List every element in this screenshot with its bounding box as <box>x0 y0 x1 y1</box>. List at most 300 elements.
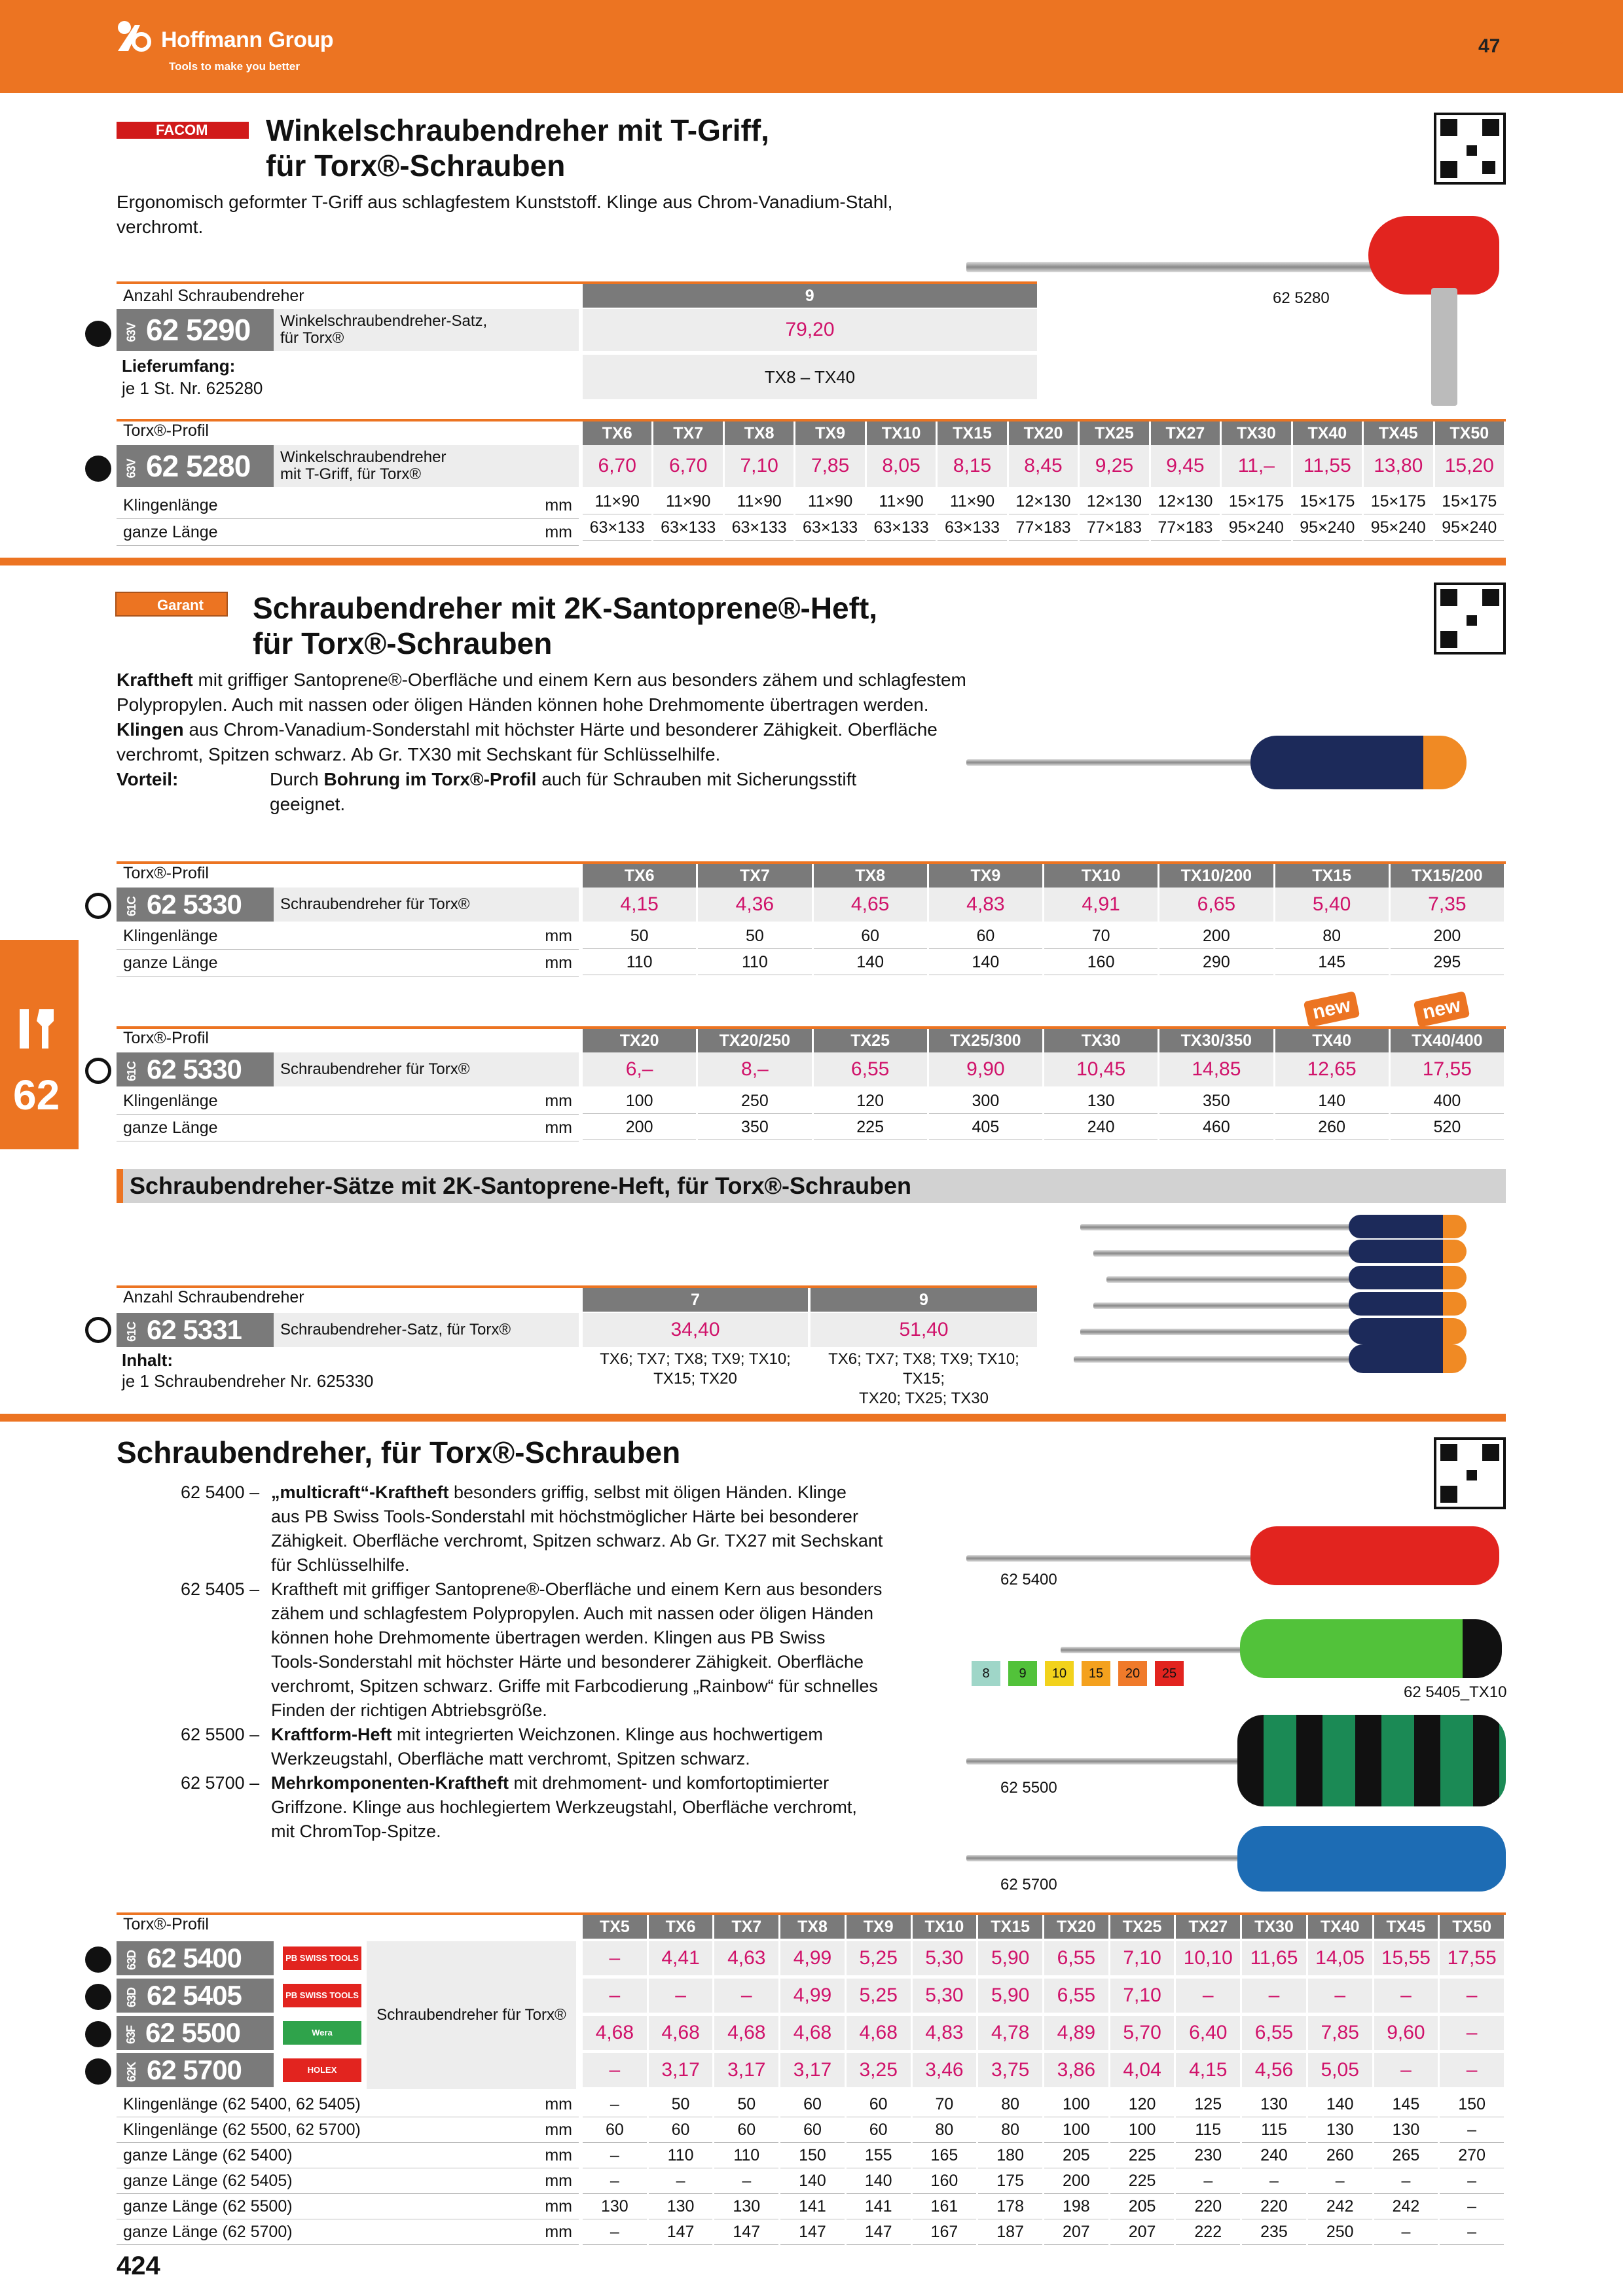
size-header: TX20 <box>1009 422 1078 445</box>
desc-line: mit ChromTop-Spitze. <box>271 1821 441 1841</box>
product-desc-art: 62 5400 – <box>181 1482 260 1502</box>
dim-value: 50 <box>649 2092 713 2117</box>
chapter-number: 62 <box>13 1071 60 1119</box>
dims-label: Klingenlänge (62 5400, 62 5405) <box>123 2095 361 2113</box>
article-number-text: 62 5405 <box>147 1980 242 2011</box>
page-number: 47 <box>1478 35 1501 57</box>
footer-page-number: 424 <box>117 2251 160 2280</box>
blade-length: 11×90 <box>725 488 793 514</box>
price: – <box>1308 1979 1372 2013</box>
desc-text: Kraftheft mit griffiger Santoprene®-Oberfläche und einem Kern aus besonders <box>271 1579 883 1599</box>
price: 8,– <box>698 1052 811 1086</box>
dim-value: – <box>1242 2168 1306 2194</box>
desc-line: aus PB Swiss Tools-Sonderstahl mit höchstmöglicher Härte bei besonderer <box>271 1507 858 1526</box>
total-length: 77×183 <box>1009 514 1078 541</box>
size-header: TX7 <box>653 422 722 445</box>
dims-label: ganze Länge (62 5400) <box>123 2146 293 2164</box>
section-divider <box>0 558 1506 565</box>
product-desc-art: 62 5500 – <box>181 1725 260 1744</box>
dim-value: – <box>1308 2168 1372 2194</box>
table-header-label: Anzahl Schraubendreher <box>117 283 581 308</box>
price: 9,60 <box>1374 2016 1438 2050</box>
dim-value: 155 <box>847 2143 911 2168</box>
catalog-code: 63F <box>124 2025 138 2044</box>
article-row <box>117 888 579 922</box>
size-header: TX50 <box>1435 422 1504 445</box>
dim-value: 60 <box>649 2117 713 2143</box>
price: 7,10 <box>1110 1941 1175 1975</box>
price: – <box>649 1979 713 2013</box>
desc-bold: Kraftform-Heft <box>271 1725 392 1744</box>
blade-length: 15×175 <box>1364 488 1432 514</box>
price: – <box>1440 2016 1504 2050</box>
dim-value: – <box>714 2168 778 2194</box>
desc-line: Finden der richtigen Abtriebsgröße. <box>271 1700 547 1720</box>
screwdriver-handle <box>1250 736 1467 789</box>
price: 10,10 <box>1176 1941 1240 1975</box>
price: 34,40 <box>583 1313 808 1347</box>
price: 4,15 <box>583 888 696 922</box>
total-length: 145 <box>1275 949 1389 975</box>
price: 6,55 <box>1044 1979 1108 2013</box>
dim-value: 178 <box>978 2194 1042 2219</box>
hex-torx-symbol-icon <box>85 1317 111 1343</box>
blade-length: 250 <box>698 1088 811 1114</box>
size-header: TX8 <box>780 1915 845 1939</box>
dims-label: Klingenlänge (62 5500, 62 5700) <box>123 2121 361 2139</box>
dim-value: 147 <box>714 2219 778 2245</box>
total-length: 240 <box>1044 1114 1158 1140</box>
size-header: TX9 <box>847 1915 911 1939</box>
price: 6,55 <box>814 1052 927 1086</box>
dim-value: – <box>1440 2194 1504 2219</box>
total-length: 95×240 <box>1222 514 1290 541</box>
price: 15,20 <box>1435 445 1504 487</box>
desc-line: Griffzone. Klinge aus hochlegiertem Werkzeugstahl, Oberfläche verchromt, <box>271 1797 857 1817</box>
torx-symbol-icon <box>85 2058 111 2085</box>
desc-line: für Schlüsselhilfe. <box>271 1555 410 1575</box>
section1-description: Ergonomisch geformter T-Griff aus schlagfestem Kunststoff. Klinge aus Chrom-Vanadium-Stahl, verchromt. <box>117 192 893 237</box>
screwdriver-shaft <box>1061 1647 1244 1653</box>
desc-line: verchromt, Spitzen schwarz. Griffe mit Farbcodierung „Rainbow“ für schnelles <box>271 1676 878 1696</box>
price: 8,15 <box>938 445 1006 487</box>
desc-line <box>271 1480 883 1505</box>
dims-label: ganze Länge (62 5405) <box>123 2172 293 2190</box>
price: 9,90 <box>929 1052 1042 1086</box>
pb-red-handle <box>1250 1526 1499 1585</box>
image-caption: 62 5500 <box>1000 1779 1057 1797</box>
size-header: TX45 <box>1374 1915 1438 1939</box>
dims-label-row <box>117 2168 579 2194</box>
dim-value: – <box>583 2143 647 2168</box>
size-header: TX40/400 <box>1391 1029 1504 1052</box>
profile-label: Torx®-Profil <box>123 864 209 882</box>
dim-value: 242 <box>1374 2194 1438 2219</box>
dim-value: – <box>1374 2219 1438 2245</box>
torx-symbol-icon <box>85 2021 111 2047</box>
total-length: 405 <box>929 1114 1042 1140</box>
price: 3,17 <box>714 2053 778 2087</box>
total-length: 110 <box>698 949 811 975</box>
garant-logo: Garant <box>115 592 228 617</box>
product-desc-body <box>271 1771 857 1844</box>
total-length: 95×240 <box>1435 514 1504 541</box>
desc-text: besonders griffig, selbst mit öligen Händen. Klinge <box>448 1482 847 1502</box>
article-number: 63V 62 5280 <box>117 445 274 487</box>
price: 5,30 <box>913 1979 977 2013</box>
section3-description <box>181 1480 934 1844</box>
size-header: TX20 <box>583 1029 696 1052</box>
price: 5,70 <box>1110 2016 1175 2050</box>
dim-value: 60 <box>847 2117 911 2143</box>
unit: mm <box>545 2172 572 2190</box>
catalog-code: 63D <box>125 1987 139 2007</box>
blade-length: 11×90 <box>867 488 936 514</box>
size-header: TX10 <box>1044 864 1158 888</box>
blade-length: 50 <box>698 923 811 949</box>
image-caption: 62 5700 <box>1000 1876 1057 1893</box>
price: – <box>714 1979 778 2013</box>
dim-value: 150 <box>1440 2092 1504 2117</box>
size-header: TX30 <box>1222 422 1290 445</box>
product-desc-body <box>271 1577 882 1723</box>
total-length: 460 <box>1159 1114 1273 1140</box>
dim-value: 80 <box>978 2092 1042 2117</box>
brand-logo: PB SWISS TOOLS <box>283 1946 361 1970</box>
torx-symbol-icon <box>85 321 111 347</box>
article-number <box>117 2053 274 2087</box>
desc-text: mit drehmoment- und komfortoptimierter <box>509 1773 830 1793</box>
price: 5,25 <box>847 1979 911 2013</box>
desc-line: Zähigkeit. Oberfläche verchromt, Spitzen schwarz. Ab Gr. TX27 mit Sechskant <box>271 1531 883 1551</box>
article-row <box>117 1313 579 1347</box>
dims-label-row <box>117 2092 579 2117</box>
size-header: TX50 <box>1440 1915 1504 1939</box>
size-header: TX15/200 <box>1391 864 1504 888</box>
holex-handle <box>1237 1826 1506 1892</box>
size-header: TX6 <box>583 864 696 888</box>
image-caption: 62 5400 <box>1000 1571 1057 1588</box>
blade-length: 120 <box>814 1088 927 1114</box>
dim-value: 115 <box>1242 2117 1306 2143</box>
desc-line <box>271 1723 823 1747</box>
price: 4,83 <box>913 2016 977 2050</box>
blade-length: 11×90 <box>795 488 864 514</box>
dim-value: 175 <box>978 2168 1042 2194</box>
blade-length: 350 <box>1159 1088 1273 1114</box>
size-header: TX7 <box>714 1915 778 1939</box>
dims-label: ganze Länge (62 5700) <box>123 2223 293 2241</box>
dims-label-row <box>117 2143 579 2168</box>
price: 4,91 <box>1044 888 1158 922</box>
unit: mm <box>545 2223 572 2241</box>
profile-label: Torx®-Profil <box>123 422 209 440</box>
blade-length: 70 <box>1044 923 1158 949</box>
price: 79,20 <box>583 309 1037 351</box>
dim-value: 260 <box>1308 2143 1372 2168</box>
price: 5,40 <box>1275 888 1389 922</box>
size-header: TX15 <box>938 422 1006 445</box>
dims-labels: Klingenlänge mm ganze Länge mm <box>117 1088 579 1141</box>
size-header: TX25 <box>1110 1915 1175 1939</box>
size-header: TX40 <box>1308 1915 1372 1939</box>
tools-icon <box>16 1005 63 1052</box>
article-row <box>117 309 579 351</box>
new-badge: new <box>1304 991 1360 1028</box>
total-length: 520 <box>1391 1114 1504 1140</box>
price: 5,05 <box>1308 2053 1372 2087</box>
price: – <box>1440 1979 1504 2013</box>
price: 11,– <box>1222 445 1290 487</box>
dim-value: – <box>1374 2168 1438 2194</box>
price: – <box>583 1979 647 2013</box>
set-contents: TX8 – TX40 <box>583 355 1037 399</box>
size-header: TX10 <box>913 1915 977 1939</box>
blade-length: 50 <box>583 923 696 949</box>
size-header: TX25 <box>814 1029 927 1052</box>
price: 51,40 <box>811 1313 1037 1347</box>
article-number <box>117 1979 274 2013</box>
hex-torx-symbol-icon <box>85 1058 111 1084</box>
dim-value: – <box>583 2219 647 2245</box>
color-swatch: 10 <box>1045 1661 1074 1686</box>
total-length: 290 <box>1159 949 1273 975</box>
size-header: TX40 <box>1275 1029 1389 1052</box>
price: 6,55 <box>1242 2016 1306 2050</box>
article-number: 61C 62 5331 <box>117 1313 274 1347</box>
dim-value: 140 <box>1308 2092 1372 2117</box>
total-length: 63×133 <box>653 514 722 541</box>
article-row <box>117 1052 579 1086</box>
price: 6,– <box>583 1052 696 1086</box>
price: 17,55 <box>1391 1052 1504 1086</box>
dim-value: 147 <box>847 2219 911 2245</box>
dim-value: 115 <box>1176 2117 1240 2143</box>
set-contents: TX6; TX7; TX8; TX9; TX10; TX15; TX20 <box>600 1350 791 1388</box>
language-code: DEE <box>1552 37 1565 62</box>
size-header: TX40 <box>1293 422 1362 445</box>
t-handle-grip <box>1368 216 1499 295</box>
blade-length: 12×130 <box>1151 488 1220 514</box>
dim-value: 222 <box>1176 2219 1240 2245</box>
dims-labels: Klingenlänge mm ganze Länge mm <box>117 492 579 546</box>
dim-value: 80 <box>913 2117 977 2143</box>
catalog-code: 63D <box>125 1950 139 1970</box>
dim-value: 205 <box>1110 2194 1175 2219</box>
dim-value: 150 <box>780 2143 845 2168</box>
product-desc-item <box>181 1577 934 1723</box>
blade-length: 100 <box>583 1088 696 1114</box>
dim-value: 50 <box>714 2092 778 2117</box>
dim-value: 225 <box>1110 2168 1175 2194</box>
total-length: 63×133 <box>725 514 793 541</box>
dim-value: 70 <box>913 2092 977 2117</box>
price: 7,10 <box>1110 1979 1175 2013</box>
dim-value: – <box>1176 2168 1240 2194</box>
price: 4,65 <box>814 888 927 922</box>
dim-value: 160 <box>913 2168 977 2194</box>
dim-value: 141 <box>847 2194 911 2219</box>
dim-value: 100 <box>1110 2117 1175 2143</box>
set-table <box>117 281 1037 308</box>
size-header: TX45 <box>1364 422 1432 445</box>
color-swatch: 15 <box>1082 1661 1110 1686</box>
blade-length: 200 <box>1391 923 1504 949</box>
brand-tagline: Tools to make you better <box>169 60 300 73</box>
price: 4,68 <box>714 2016 778 2050</box>
desc-line: Tools-Sonderstahl mit höchster Härte und besonderer Zähigkeit. Oberfläche <box>271 1652 864 1672</box>
article-number: 61C 62 5330 <box>117 888 274 922</box>
dims-labels: Klingenlänge mm ganze Länge mm <box>117 923 579 977</box>
dim-value: 235 <box>1242 2219 1306 2245</box>
blade-length: 60 <box>929 923 1042 949</box>
total-length: 77×183 <box>1151 514 1220 541</box>
dim-value: 60 <box>714 2117 778 2143</box>
color-swatch: 20 <box>1118 1661 1147 1686</box>
set-contents: TX6; TX7; TX8; TX9; TX10; TX15; TX20; TX25; TX30 <box>828 1350 1019 1407</box>
size-header: TX30 <box>1044 1029 1158 1052</box>
total-length: 225 <box>814 1114 927 1140</box>
size-header: TX5 <box>583 1915 647 1939</box>
delivery-scope: Lieferumfang: je 1 St. Nr. 625280 <box>122 356 263 398</box>
price: 14,85 <box>1159 1052 1273 1086</box>
product-desc-item <box>181 1771 934 1844</box>
article-name: Winkelschraubendreher mit T-Griff, für Torx® <box>274 445 579 487</box>
image-caption: 62 5405_TX10 <box>1404 1683 1507 1701</box>
dim-value: 207 <box>1110 2219 1175 2245</box>
dim-value: 130 <box>1242 2092 1306 2117</box>
dim-value: 207 <box>1044 2219 1108 2245</box>
new-badge: new <box>1413 991 1470 1028</box>
total-length: 140 <box>929 949 1042 975</box>
blade-length: 15×175 <box>1293 488 1362 514</box>
article-name: Schraubendreher-Satz, für Torx® <box>274 1313 579 1347</box>
size-header: TX30 <box>1242 1915 1306 1939</box>
price: 7,85 <box>795 445 864 487</box>
size-header: TX15 <box>1275 864 1389 888</box>
total-length: 200 <box>583 1114 696 1140</box>
blade-length: 15×175 <box>1222 488 1290 514</box>
desc-line <box>271 1771 857 1795</box>
dim-value: 220 <box>1242 2194 1306 2219</box>
price: 10,45 <box>1044 1052 1158 1086</box>
size-header: TX8 <box>725 422 793 445</box>
price: 4,36 <box>698 888 811 922</box>
size-header: TX8 <box>814 864 927 888</box>
section-divider <box>0 1414 1506 1422</box>
price: 4,56 <box>1242 2053 1306 2087</box>
dim-value: – <box>583 2168 647 2194</box>
screwdriver-shaft <box>966 759 1254 766</box>
price: 8,45 <box>1009 445 1078 487</box>
price: 4,83 <box>929 888 1042 922</box>
price: 4,68 <box>583 2016 647 2050</box>
blade-length: 12×130 <box>1080 488 1148 514</box>
price: 6,70 <box>653 445 722 487</box>
price: 3,25 <box>847 2053 911 2087</box>
price: 6,55 <box>1044 1941 1108 1975</box>
brand-logo: Wera <box>283 2021 361 2045</box>
desc-line: Werkzeugstahl, Oberfläche matt verchromt, Spitzen schwarz. <box>271 1749 750 1768</box>
unit: mm <box>545 2146 572 2164</box>
price: – <box>1374 2053 1438 2087</box>
price: 13,80 <box>1364 445 1432 487</box>
total-length: 260 <box>1275 1114 1389 1140</box>
blade-length: 15×175 <box>1435 488 1504 514</box>
total-length: 160 <box>1044 949 1158 975</box>
size-header: TX6 <box>583 422 651 445</box>
price: 11,65 <box>1242 1941 1306 1975</box>
product-desc-art: 62 5405 – <box>181 1579 260 1599</box>
section3-title: Schraubendreher, für Torx®-Schrauben <box>117 1435 681 1469</box>
article-name: Winkelschraubendreher-Satz, für Torx® <box>274 309 579 351</box>
dim-value: 165 <box>913 2143 977 2168</box>
profile-label: Torx®-Profil <box>123 1915 209 1933</box>
dim-value: – <box>1440 2168 1504 2194</box>
size-header: TX25 <box>1080 422 1148 445</box>
blade-length: 12×130 <box>1009 488 1078 514</box>
dims-label-row <box>117 2117 579 2143</box>
set-size-header: 9 <box>811 1288 1037 1312</box>
price: – <box>1176 1979 1240 2013</box>
dim-value: 100 <box>1044 2117 1108 2143</box>
price: 15,55 <box>1374 1941 1438 1975</box>
chapter-tab <box>0 940 79 1149</box>
price: 14,05 <box>1308 1941 1372 1975</box>
size-header: TX9 <box>795 422 864 445</box>
screwdriver-set-image <box>1074 1211 1467 1374</box>
size-header: TX27 <box>1151 422 1220 445</box>
dim-value: 80 <box>978 2117 1042 2143</box>
desc-line: zähem und schlagfestem Polypropylen. Auch mit nassen oder öligen Händen <box>271 1604 874 1623</box>
section2-description: Kraftheft mit griffiger Santoprene®-Oberfläche und einem Kern aus besonders zähem und schlagfestem Polypropylen. Auch mit nassen oder öligen Händen können hohe Drehmomente übertragen werden. Klingen aus Chrom-Vanadium-Sonderstahl mit höchster Härte und besonderer Zähigkeit. Oberfläche verchromt, Spitzen schwarz. Ab Gr. TX30 mit Sechskant für Schlüsselhilfe. Vorteil: Durch Bohrung im Torx®-Profil auch für Schrauben mit Sicherungsstift geeignet. <box>117 670 966 814</box>
price: 7,35 <box>1391 888 1504 922</box>
price: – <box>1374 1979 1438 2013</box>
product-desc-body <box>271 1480 883 1577</box>
price: 3,46 <box>913 2053 977 2087</box>
price: 5,25 <box>847 1941 911 1975</box>
section2-title: Schraubendreher mit 2K-Santoprene®-Heft, für Torx®-Schrauben <box>253 591 878 660</box>
dims-label-row <box>117 2219 579 2245</box>
price: – <box>1440 2053 1504 2087</box>
blade-length: 130 <box>1044 1088 1158 1114</box>
price: 4,41 <box>649 1941 713 1975</box>
dim-value: 120 <box>1110 2092 1175 2117</box>
blade-length: 60 <box>814 923 927 949</box>
price: – <box>583 1941 647 1975</box>
product-desc-item <box>181 1480 934 1577</box>
blade-length: 11×90 <box>938 488 1006 514</box>
article-name: Schraubendreher für Torx® <box>274 888 579 922</box>
dim-value: 140 <box>847 2168 911 2194</box>
total-length: 63×133 <box>795 514 864 541</box>
total-length: 140 <box>814 949 927 975</box>
price: 6,65 <box>1159 888 1273 922</box>
dim-value: 270 <box>1440 2143 1504 2168</box>
price: 4,68 <box>649 2016 713 2050</box>
desc-line: können hohe Drehmomente übertragen werden. Klingen aus PB Swiss <box>271 1628 826 1647</box>
qr-code-icon <box>1434 1437 1506 1509</box>
wera-handle <box>1237 1715 1506 1806</box>
size-header: TX27 <box>1176 1915 1240 1939</box>
table-header-label: Anzahl Schraubendreher <box>123 1288 304 1306</box>
size-header: TX30/350 <box>1159 1029 1273 1052</box>
price: 4,63 <box>714 1941 778 1975</box>
size-header: TX10/200 <box>1159 864 1273 888</box>
brand-logo: HOLEX <box>283 2058 361 2082</box>
price: 4,68 <box>780 2016 845 2050</box>
price: 4,99 <box>780 1979 845 2013</box>
